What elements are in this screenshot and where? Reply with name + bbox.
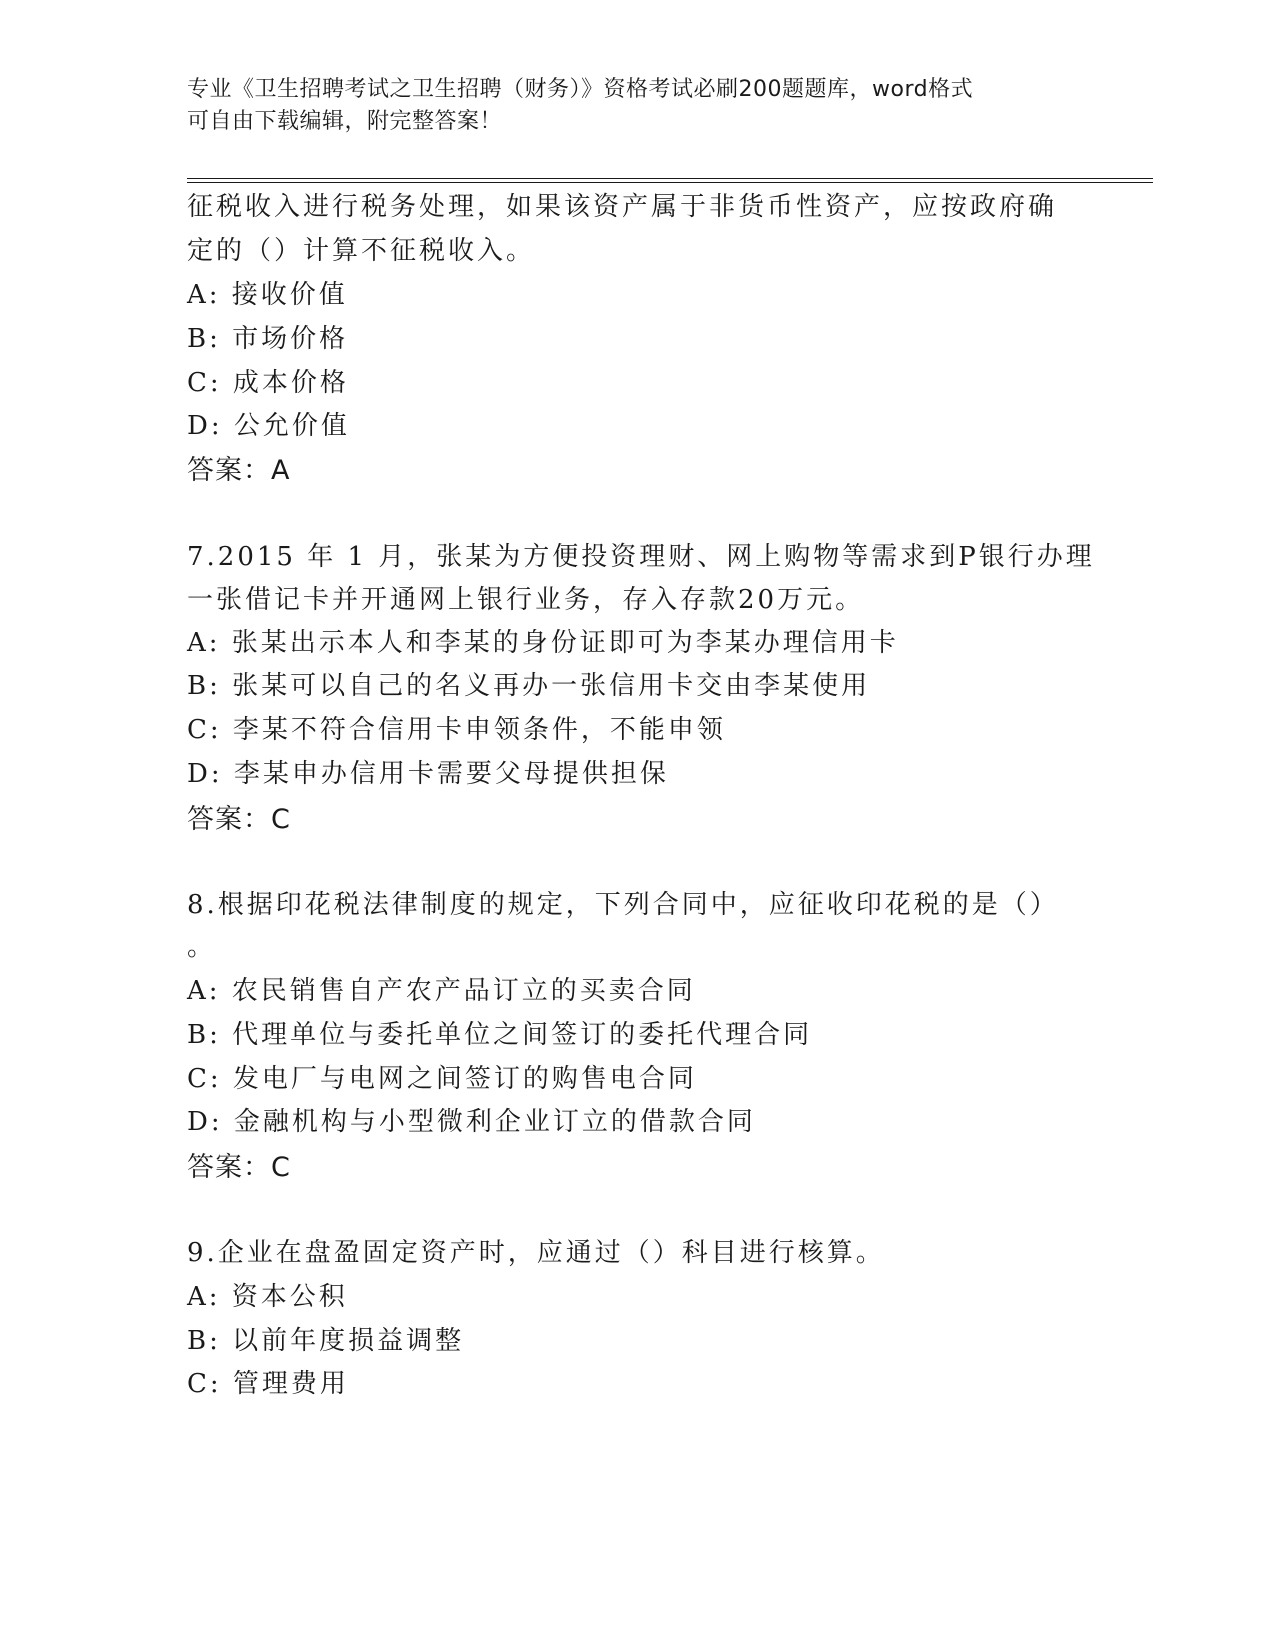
question-9-option-b: B: 以前年度损益调整 [187, 1326, 465, 1356]
question-8-answer: 答案：C [187, 1152, 291, 1183]
question-9-option-c: C: 管理费用 [187, 1369, 349, 1399]
question-8-option-c: C: 发电厂与电网之间签订的购售电合同 [187, 1064, 697, 1094]
question-8-option-b: B: 代理单位与委托单位之间签订的委托代理合同 [187, 1020, 813, 1050]
question-7-text-line-2: 一张借记卡并开通网上银行业务，存入存款20万元。 [187, 585, 865, 615]
question-8-option-a: A: 农民销售自产农产品订立的买卖合同 [187, 976, 696, 1006]
question-6-option-d: D: 公允价值 [187, 411, 350, 441]
header-line-2: 可自由下载编辑，附完整答案！ [187, 109, 503, 134]
question-7-option-c: C: 李某不符合信用卡申领条件，不能申领 [187, 715, 726, 745]
question-6-option-c: C: 成本价格 [187, 368, 349, 398]
question-6-text-line-1: 征税收入进行税务处理，如果该资产属于非货币性资产，应按政府确 [187, 192, 1058, 222]
header-line-1: 专业《卫生招聘考试之卫生招聘（财务）》资格考试必刷200题题库，word格式 [187, 77, 974, 102]
header-rule-bottom [187, 182, 1153, 183]
question-8-text-line-2: 。 [187, 932, 217, 962]
question-8-option-d: D: 金融机构与小型微利企业订立的借款合同 [187, 1107, 756, 1137]
header-rule-top [187, 178, 1153, 179]
question-6-option-a: A: 接收价值 [187, 280, 348, 310]
question-7-text-line-1: 7.2015 年 1 月，张某为方便投资理财、网上购物等需求到P银行办理 [187, 542, 1095, 572]
question-8-text-line-1: 8.根据印花税法律制度的规定，下列合同中，应征收印花税的是（） [187, 890, 1059, 920]
question-6-option-b: B: 市场价格 [187, 324, 349, 354]
question-7-option-a: A: 张某出示本人和李某的身份证即可为李某办理信用卡 [187, 628, 899, 658]
question-6-answer: 答案：A [187, 455, 291, 486]
question-7-option-b: B: 张某可以自己的名义再办一张信用卡交由李某使用 [187, 671, 871, 701]
document-header [187, 74, 1067, 138]
question-9-text-line-1: 9.企业在盘盈固定资产时，应通过（）科目进行核算。 [187, 1238, 885, 1268]
question-7-option-d: D: 李某申办信用卡需要父母提供担保 [187, 759, 669, 789]
question-9-option-a: A: 资本公积 [187, 1282, 348, 1312]
question-6-text-line-2: 定的（）计算不征税收入。 [187, 236, 536, 266]
question-7-answer: 答案：C [187, 804, 291, 835]
